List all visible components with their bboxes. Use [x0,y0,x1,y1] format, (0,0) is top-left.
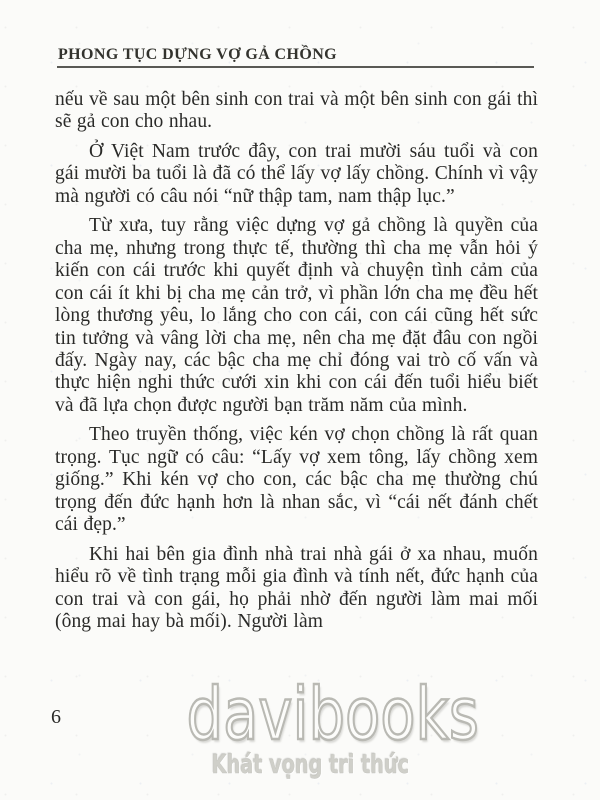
davibooks-watermark [150,672,479,780]
header-rule [57,66,534,68]
watermark-tagline-text: Khát vọng tri thức [211,750,409,780]
body-paragraph: Ở Việt Nam trước đây, con trai mười sáu tuổi và con gái mười ba tuổi là đã có thể lấy vợ lấy chồng. Chính vì vậy mà người có câu nói “nữ thập tam, nam thập lục.” [55,140,538,207]
body-paragraph: Từ xưa, tuy rằng việc dựng vợ gả chồng là quyền của cha mẹ, nhưng trong thực tế, thường thì cha mẹ vẫn hỏi ý kiến con cái trước khi quyết định và chuyện tình cảm của con cái ít khi bị cha mẹ cản trở, vì phần lớn cha mẹ đều hết lòng thương yêu, lo lắng cho con cái, con cái cũng hết sức tin tưởng và vâng lời cha mẹ, nên cha mẹ đặt đâu con ngồi đấy. Ngày nay, các bậc cha mẹ chỉ đóng vai trò cố vấn và thực hiện nghi thức cưới xin khi con cái đến tuổi hiểu biết và đã lựa chọn được người bạn trăm năm của mình. [55,215,538,416]
watermark-brand-text: davibooks [186,672,479,756]
body-paragraph: Theo truyền thống, việc kén vợ chọn chồng là rất quan trọng. Tục ngữ có câu: “Lấy vợ xem tông, lấy chồng xem giống.” Khi kén vợ cho con, các bậc cha mẹ thường chú trọng đến đức hạnh hơn là nhan sắc, vì “cái nết đánh chết cái đẹp.” [55,424,538,536]
body-paragraph: nếu về sau một bên sinh con trai và một bên sinh con gái thì sẽ gả con cho nhau. [55,89,538,133]
body-paragraph: Khi hai bên gia đình nhà trai nhà gái ở xa nhau, muốn hiểu rõ về tình trạng mỗi gia đình và tính nết, đức hạnh của con trai và con gái, họ phải nhờ đến người làm mai mối (ông mai hay bà mối). Người làm [55,543,538,632]
running-header-title: PHONG TỤC DỰNG VỢ GẢ CHỒNG [58,46,338,63]
page-body-text [55,89,538,640]
page-number: 6 [51,706,61,728]
